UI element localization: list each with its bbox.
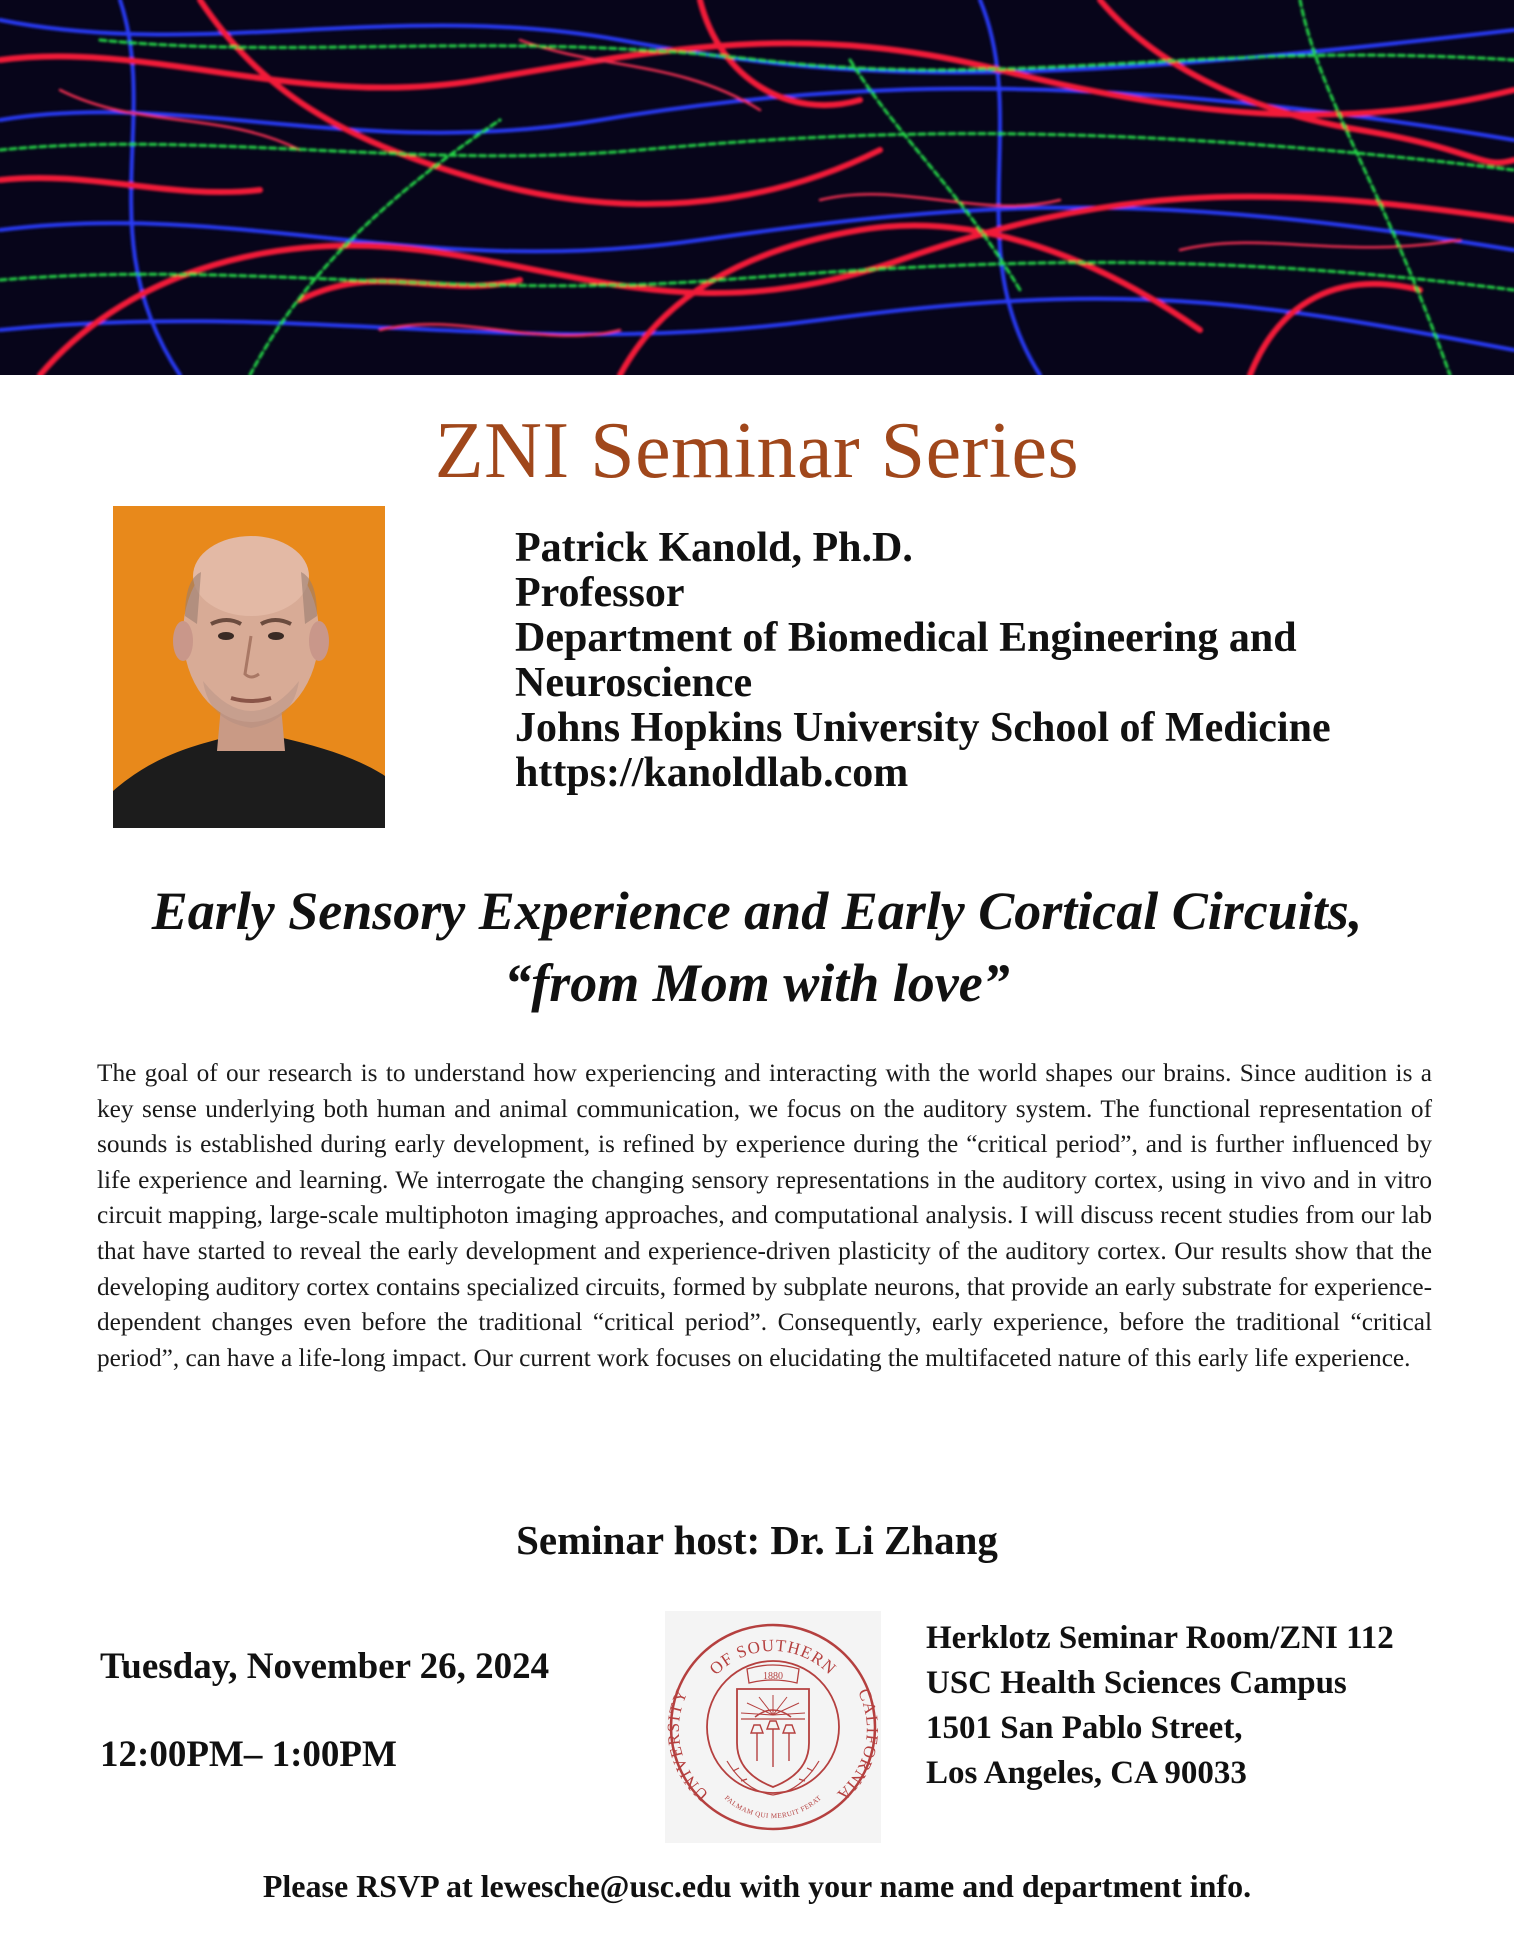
speaker-position: Professor [515,570,685,616]
seminar-date: Tuesday, November 26, 2024 [100,1646,550,1687]
speaker-photo-icon [113,506,385,828]
rsvp-line: Please RSVP at lewesche@usc.edu with your name and department info. [262,1868,1252,1904]
usc-seal [665,1611,881,1843]
talk-title-line2: “from Mom with love” [504,953,1010,1013]
svg-text:UNIVERSITY [665,1686,712,1805]
location-room: Herklotz Seminar Room/ZNI 112 [926,1620,1394,1656]
seal-text-right: CALIFORNIA [833,1685,881,1806]
location-street: 1501 San Pablo Street, [926,1710,1243,1746]
location-info [926,1616,1486,1796]
seal-motto: PALMAM QUI MERUIT FERAT [722,1793,824,1821]
svg-text:CALIFORNIA [833,1686,881,1805]
speaker-department-line1: Department of Biomedical Engineering and [515,615,1297,661]
speaker-website-link[interactable]: https://kanoldlab.com [515,750,909,796]
speaker-info [515,526,1415,796]
seal-year: 1880 [763,1671,783,1682]
seal-text-top: OF SOUTHERN [705,1635,841,1679]
usc-seal-icon [665,1611,881,1843]
talk-title-line1: Early Sensory Experience and Early Cortical Circuits, [151,881,1363,941]
seal-text-left: UNIVERSITY [665,1686,712,1805]
speaker-name: Patrick Kanold, Ph.D. [515,525,913,571]
location-campus: USC Health Sciences Campus [926,1665,1347,1701]
talk-title [60,875,1454,1019]
svg-text:PALMAM QUI MERUIT FERAT [723,1794,823,1820]
seminar-time: 12:00PM– 1:00PM [100,1734,397,1775]
abstract-text: The goal of our research is to understand how experiencing and interacting with the world shapes our brains. Since audition is a key sense underlying both human and animal communication, we focus on the auditory system. The functional representation of sounds is established during early development, is refined by experience during the “critical period”, and is further influenced by life experience and learning. We interrogate the changing sensory representations in the auditory cortex, using in vivo and in vitro circuit mapping, large-scale multiphoton imaging approaches, and computational analysis. I will discuss recent studies from our lab that have started to reveal the early development and experience-driven plasticity of the auditory cortex. Our results show that the developing auditory cortex contains specialized circuits, formed by subplate neurons, that provide an early substrate for experience-dependent changes even before the traditional “critical period”. Consequently, early experience, before the traditional “critical period”, can have a life-long impact. Our current work focuses on elucidating the multifaceted nature of this early life experience. [97,1059,1432,1372]
banner-neuron-image [0,0,1514,375]
speaker-department-line2: Neuroscience [515,660,753,706]
speaker-institution: Johns Hopkins University School of Medicine [515,705,1331,751]
speaker-portrait [113,506,385,828]
seminar-host: Seminar host: Dr. Li Zhang [516,1517,998,1563]
location-city: Los Angeles, CA 90033 [926,1755,1247,1791]
neuron-network-icon [0,0,1514,375]
series-title: ZNI Seminar Series [434,407,1080,495]
